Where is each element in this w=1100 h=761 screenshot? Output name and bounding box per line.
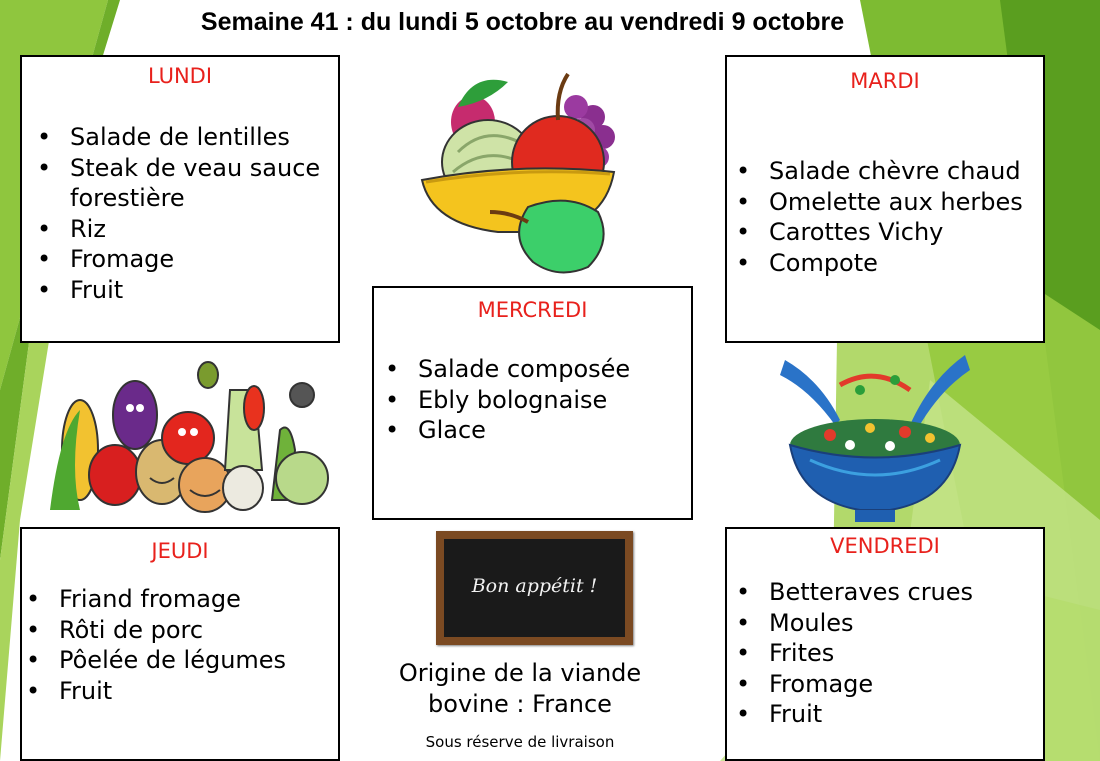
menu-item: • Steak de veau sauce forestière (37, 153, 327, 214)
day-title-vendredi: VENDREDI (830, 534, 940, 558)
menu-item: • Fromage (37, 244, 327, 275)
menu-item: • Fromage (736, 669, 1036, 700)
day-box-lundi (20, 55, 340, 343)
day-title-mercredi: MERCREDI (477, 298, 588, 322)
menu-item: • Fruit (736, 699, 1036, 730)
menu-item: • Salade chèvre chaud (736, 156, 1036, 187)
day-box-mardi (725, 55, 1045, 343)
day-title-mardi: MARDI (850, 69, 920, 93)
menu-item: • Friand fromage (26, 584, 326, 615)
menu-item: • Glace (385, 415, 685, 446)
menu-list-jeudi (26, 584, 326, 706)
meat-origin-text: Origine de la viande bovine : France (398, 659, 642, 718)
chalkboard-text: Bon appétit ! (471, 575, 598, 597)
menu-item: • Salade composée (385, 354, 685, 385)
day-title-jeudi: JEUDI (151, 539, 209, 563)
menu-item: • Omelette aux herbes (736, 187, 1036, 218)
menu-item: • Compote (736, 248, 1036, 279)
delivery-note: Sous réserve de livraison (425, 733, 615, 751)
page-title: Semaine 41 : du lundi 5 octobre au vendredi 9 octobre (200, 8, 845, 36)
menu-item: • Betteraves crues (736, 577, 1036, 608)
day-box-vendredi (725, 527, 1045, 761)
menu-item: • Rôti de porc (26, 615, 326, 646)
menu-item: • Fruit (37, 275, 327, 306)
menu-item: • Fruit (26, 676, 326, 707)
vegetables-icon (40, 350, 340, 520)
menu-item: • Carottes Vichy (736, 217, 1036, 248)
menu-item: • Frites (736, 638, 1036, 669)
menu-list-lundi (37, 122, 327, 305)
day-box-mercredi (372, 286, 693, 520)
menu-item: • Pôelée de légumes (26, 645, 326, 676)
day-title-lundi: LUNDI (147, 64, 213, 88)
menu-item: • Moules (736, 608, 1036, 639)
menu-list-vendredi (736, 577, 1036, 730)
menu-item: • Ebly bolognaise (385, 385, 685, 416)
salad-bowl-icon (780, 350, 970, 525)
menu-list-mardi (736, 156, 1036, 278)
day-box-jeudi (20, 527, 340, 761)
fruit-basket-icon (418, 62, 623, 282)
menu-item: • Riz (37, 214, 327, 245)
menu-list-mercredi (385, 354, 685, 446)
menu-item: • Salade de lentilles (37, 122, 327, 153)
chalkboard (436, 531, 633, 645)
